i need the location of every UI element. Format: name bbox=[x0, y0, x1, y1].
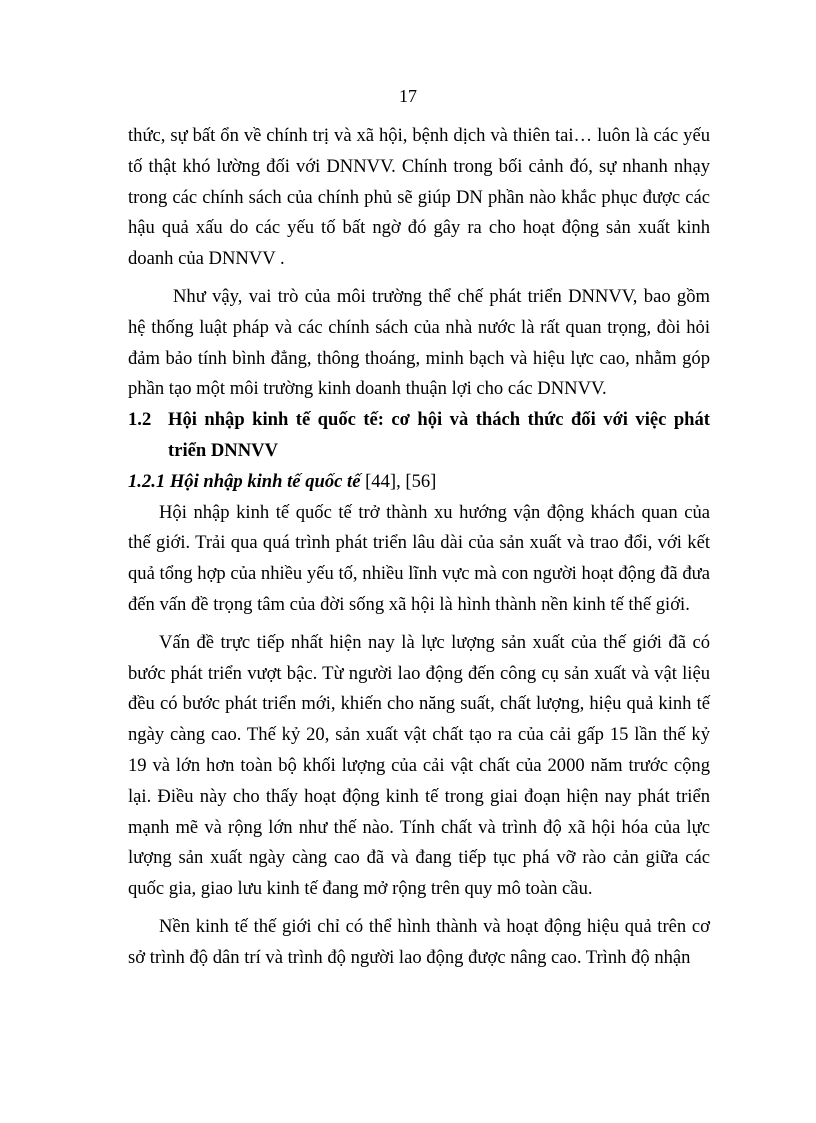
page-number: 17 bbox=[399, 86, 417, 106]
subsection-heading-1-2-1 bbox=[128, 467, 710, 498]
paragraph-productive-forces: Vấn đề trực tiếp nhất hiện nay là lực lượng sản xuất của thế giới đã có bước phát triển vượt bậc. Từ người lao động đến công cụ sản xuất và vật liệu đều có bước phát triển mới, khiến cho năng suất, chất lượng, hiệu quả kinh tế ngày càng cao. Thế kỷ 20, sản xuất vật chất tạo ra của cải gấp 15 lần thế kỷ 19 và lớn hơn toàn bộ khối lượng của cải vật chất của 2000 năm trước cộng lại. Điều này cho thấy hoạt động kinh tế trong giai đoạn hiện nay phát triển mạnh mẽ và rộng lớn như thế nào. Tính chất và trình độ xã hội hóa của lực lượng sản xuất ngày càng cao đã và đang tiếp tục phá vỡ rào cản giữa các quốc gia, giao lưu kinh tế đang mở rộng trên quy mô toàn cầu. bbox=[128, 631, 710, 900]
paragraph-integration-trend: Hội nhập kinh tế quốc tế trở thành xu hướng vận động khách quan của thế giới. Trải qua quá trình phát triển lâu dài của sản xuất và trao đổi, với kết quả tổng hợp của nhiều yếu tố, nhiều lĩnh vực mà con người hoạt động đã đưa đến vấn đề trọng tâm của đời sống xã hội là hình thành nền kinh tế thế giới. bbox=[128, 501, 710, 615]
paragraph-education-level: Nền kinh tế thế giới chỉ có thể hình thành và hoạt động hiệu quả trên cơ sở trình độ dân trí và trình độ người lao động được nâng cao. Trình độ nhận bbox=[128, 915, 710, 968]
paragraph-continuation: thức, sự bất ổn về chính trị và xã hội, bệnh dịch và thiên tai… luôn là các yếu tố thật khó lường đối với DNNVV. Chính trong bối cảnh đó, sự nhanh nhạy trong các chính sách của chính phủ sẽ giúp DN phần nào khắc phục được các hậu quả xấu do các yếu tố bất ngờ đó gây ra cho hoạt động sản xuất kinh doanh của DNNVV . bbox=[128, 125, 710, 270]
section-title: Hội nhập kinh tế quốc tế: cơ hội và thách thức đối với việc phát triển DNNVV bbox=[168, 409, 710, 461]
paragraph-institutional-role: Như vậy, vai trò của môi trường thể chế phát triển DNNVV, bao gồm hệ thống luật pháp và các chính sách của nhà nước là rất quan trọng, đòi hỏi đảm bảo tính bình đẳng, thông thoáng, minh bạch và hiệu lực cao, nhằm góp phần tạo một môi trường kinh doanh thuận lợi cho các DNNVV. bbox=[128, 285, 710, 400]
section-heading-1-2 bbox=[128, 405, 710, 467]
section-number: 1.2 bbox=[128, 409, 152, 431]
subsection-title: 1.2.1 Hội nhập kinh tế quốc tế bbox=[128, 470, 361, 492]
subsection-references: [44], [56] bbox=[360, 470, 437, 492]
document-body bbox=[128, 121, 710, 974]
